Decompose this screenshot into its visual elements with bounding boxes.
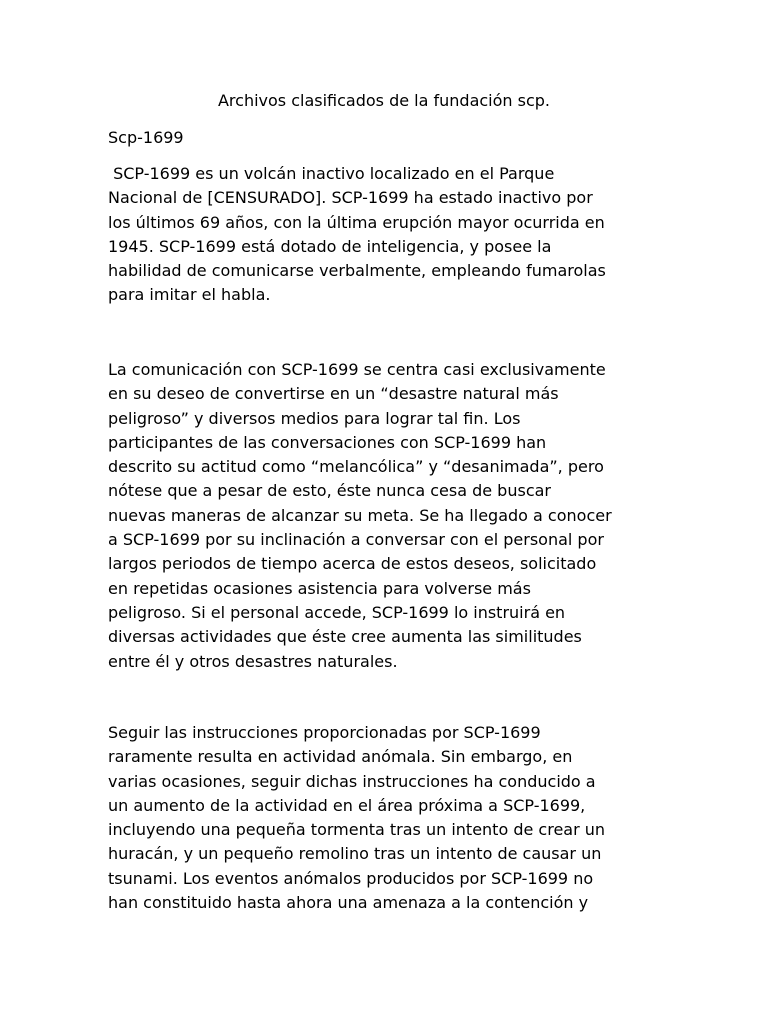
text-line: habilidad de comunicarse verbalmente, empleando fumarolas bbox=[108, 261, 606, 281]
text-line: Nacional de [CENSURADO]. SCP-1699 ha estado inactivo por bbox=[108, 188, 593, 208]
text-line: los últimos 69 años, con la última erupción mayor ocurrida en bbox=[108, 212, 605, 232]
text-line: entre él y otros desastres naturales. bbox=[108, 651, 398, 671]
text-line: Seguir las instrucciones proporcionadas por SCP-1699 bbox=[108, 723, 541, 742]
document-heading: Scp-1699 bbox=[108, 128, 184, 147]
text-line: un aumento de la actividad en el área próxima a SCP-1699, bbox=[108, 795, 586, 815]
text-line: peligroso” y diversos medios para lograr tal fin. Los bbox=[108, 408, 521, 428]
text-line: descrito su actitud como “melancólica” y “desanimada”, pero bbox=[108, 457, 604, 477]
text-line: La comunicación con SCP-1699 se centra casi exclusivamente bbox=[108, 360, 606, 379]
paragraph-instructions bbox=[108, 721, 668, 915]
text-line: a SCP-1699 por su inclinación a conversar con el personal por bbox=[108, 530, 604, 550]
paragraph-description bbox=[108, 162, 668, 308]
text-line: huracán, y un pequeño remolino tras un intento de causar un bbox=[108, 844, 602, 864]
text-line: tsunami. Los eventos anómalos producidos por SCP-1699 no bbox=[108, 868, 594, 888]
text-line: en su deseo de convertirse en un “desastre natural más bbox=[108, 384, 559, 404]
text-line: han constituido hasta ahora una amenaza a la contención y bbox=[108, 893, 589, 913]
text-line: en repetidas ocasiones asistencia para volverse más bbox=[108, 578, 531, 598]
document-title: Archivos clasificados de la fundación scp. bbox=[217, 91, 551, 110]
text-line: SCP-1699 es un volcán inactivo localizado en el Parque bbox=[108, 164, 555, 183]
text-line: incluyendo una pequeña tormenta tras un intento de crear un bbox=[108, 820, 606, 840]
text-line: diversas actividades que éste cree aumenta las similitudes bbox=[108, 627, 582, 647]
text-line: peligroso. Si el personal accede, SCP-1699 lo instruirá en bbox=[108, 602, 566, 622]
text-line: 1945. SCP-1699 está dotado de inteligencia, y posee la bbox=[108, 236, 552, 256]
text-line: largos periodos de tiempo acerca de estos deseos, solicitado bbox=[108, 554, 597, 574]
text-line: para imitar el habla. bbox=[108, 285, 271, 305]
text-line: varias ocasiones, seguir dichas instrucciones ha conducido a bbox=[108, 771, 596, 791]
text-line: participantes de las conversaciones con SCP-1699 han bbox=[108, 432, 547, 452]
text-line: nótese que a pesar de esto, éste nunca cesa de buscar bbox=[108, 481, 551, 501]
text-line: raramente resulta en actividad anómala. Sin embargo, en bbox=[108, 747, 573, 767]
paragraph-communication bbox=[108, 358, 668, 674]
text-line: nuevas maneras de alcanzar su meta. Se ha llegado a conocer bbox=[108, 505, 612, 525]
